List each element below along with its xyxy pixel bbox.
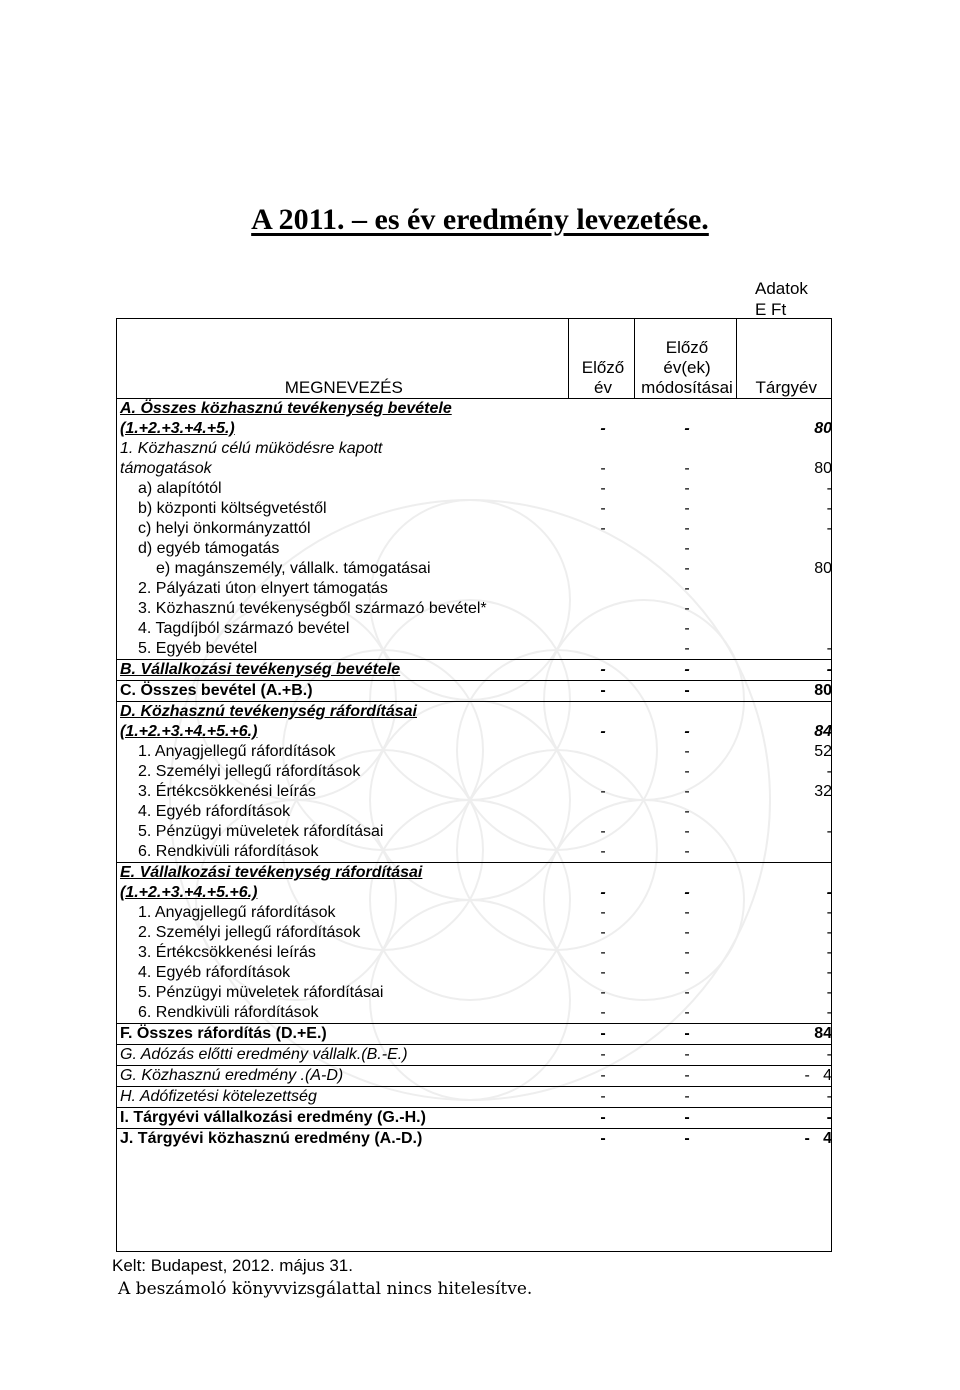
row-label-line: E. Vállalkozási tevékenység ráfordításai <box>120 864 423 881</box>
cell-c2: - <box>684 843 690 860</box>
row-label-line: c) helyi önkormányzattól <box>138 520 311 537</box>
header-current-year: Tárgyév <box>736 318 832 399</box>
cell-c2: - <box>634 1087 736 1108</box>
cell-c3: - <box>736 660 832 681</box>
cell-c2: - <box>634 660 736 681</box>
table-row <box>116 479 832 499</box>
cell-c2: - <box>634 1045 736 1066</box>
cell-c3: - <box>826 480 832 497</box>
cell-c1: - <box>568 863 634 904</box>
cell-c3: - <box>736 863 832 904</box>
cell-c3: - <box>826 904 832 921</box>
header-name: MEGNEVEZÉS <box>116 318 568 399</box>
cell-c1 <box>568 639 634 660</box>
table-row <box>116 943 832 963</box>
cell-c3: - <box>826 823 832 840</box>
cell-c1: - <box>568 681 634 702</box>
row-label <box>116 1087 568 1108</box>
cell-c3 <box>736 579 832 599</box>
table-row <box>116 742 832 762</box>
table-row <box>116 639 832 660</box>
cell-c2: - <box>684 763 690 780</box>
table-row <box>116 782 832 802</box>
row-label <box>116 1024 568 1045</box>
cell-c3: - <box>826 944 832 961</box>
table-row <box>116 519 832 539</box>
cell-c2: - <box>684 1004 690 1021</box>
cell-c2: - <box>684 620 690 637</box>
row-label-line: 3. Értékcsökkenési leírás <box>138 783 316 800</box>
cell-c1 <box>568 539 634 559</box>
cell-c3: - <box>826 1004 832 1021</box>
cell-c3: - <box>826 984 832 1001</box>
row-label-line: támogatások <box>120 460 212 477</box>
row-label-line: 3. Értékcsökkenési leírás <box>138 944 316 961</box>
cell-c3 <box>736 802 832 822</box>
cell-c3: 32 <box>814 783 832 800</box>
cell-c3: 52 <box>814 743 832 760</box>
row-label-line: (1.+2.+3.+4.+5.+6.) <box>120 884 258 901</box>
cell-c3: 84 <box>736 702 832 743</box>
row-label-line: a) alapítótól <box>138 480 222 497</box>
row-label <box>116 399 568 440</box>
row-label-line: 4. Egyéb ráfordítások <box>138 964 291 981</box>
cell-c1: - <box>568 1024 634 1045</box>
cell-c2: - <box>684 964 690 981</box>
table-row <box>116 539 832 559</box>
cell-c3: - <box>736 1045 832 1066</box>
cell-c3: 80 <box>814 420 832 437</box>
row-label-line: 2. Személyi jellegű ráfordítások <box>138 924 361 941</box>
cell-c2: - <box>634 1066 736 1087</box>
row-label <box>116 842 568 863</box>
table-row <box>116 963 832 983</box>
row-label-line: 2. Személyi jellegű ráfordítások <box>138 763 361 780</box>
row-label <box>116 782 568 802</box>
cell-c2: - <box>684 924 690 941</box>
row-label <box>116 943 568 963</box>
cell-c3: - <box>826 640 832 657</box>
row-label <box>116 742 568 762</box>
cell-c1: - <box>600 904 606 921</box>
cell-c2: - <box>684 640 690 657</box>
table-row <box>116 579 832 599</box>
cell-c1 <box>568 579 634 599</box>
row-label-line: 5. Pénzügyi müveletek ráfordításai <box>138 823 384 840</box>
cell-c1: - <box>568 1108 634 1129</box>
cell-c2: - <box>684 560 690 577</box>
cell-c2: - <box>634 1129 736 1150</box>
header-prev-mod-line-3: módosításai <box>641 378 733 397</box>
row-label-line: G. Közhasznú eredmény .(A-D) <box>120 1067 344 1084</box>
cell-c2: - <box>684 480 690 497</box>
row-label-line: F. Összes ráfordítás (D.+E.) <box>120 1025 327 1042</box>
cell-c1: - <box>600 984 606 1001</box>
cell-c2: - <box>684 783 690 800</box>
cell-c2: - <box>684 500 690 517</box>
table-row <box>116 599 832 619</box>
row-label-line: 5. Pénzügyi müveletek ráfordításai <box>138 984 384 1001</box>
table-row <box>116 1066 832 1087</box>
header-prev-year-line-2: év <box>594 378 612 397</box>
cell-c2: - <box>634 681 736 702</box>
table-row <box>116 1045 832 1066</box>
row-label-line: 1. Közhasznú célú müködésre kapott <box>120 440 383 457</box>
cell-c2: - <box>684 984 690 1001</box>
cell-c2: - <box>684 420 690 437</box>
page-title: A 2011. – es év eredmény levezetése. <box>251 203 709 236</box>
table-row <box>116 399 832 440</box>
row-label <box>116 923 568 943</box>
table-row <box>116 1108 832 1129</box>
cell-c2: - <box>684 520 690 537</box>
cell-c2: - <box>684 904 690 921</box>
row-label-line: H. Adófizetési kötelezettség <box>120 1088 317 1105</box>
cell-c3: - <box>826 924 832 941</box>
footer-note: A beszámoló könyvvizsgálattal nincs hitelesítve. <box>118 1279 533 1299</box>
row-label <box>116 983 568 1003</box>
cell-c1: - <box>600 420 606 437</box>
row-label <box>116 479 568 499</box>
cell-c3: - <box>736 1087 832 1108</box>
cell-c1: - <box>568 1066 634 1087</box>
cell-c2: - <box>684 460 690 477</box>
cell-c3: - <box>826 500 832 517</box>
cell-c1: - <box>568 1129 634 1150</box>
result-table <box>116 318 832 1149</box>
cell-c1 <box>568 559 634 579</box>
row-label <box>116 802 568 822</box>
table-row <box>116 762 832 782</box>
cell-c1 <box>568 619 634 639</box>
header-prev-mod-line-1: Előző <box>665 338 709 357</box>
row-label-line: 5. Egyéb bevétel <box>138 640 258 657</box>
cell-c1: - <box>568 1087 634 1108</box>
cell-c2: - <box>634 1024 736 1045</box>
row-label-line: (1.+2.+3.+4.+5.) <box>120 420 235 437</box>
header-prev-year-line-1: Előző <box>581 358 625 377</box>
table-row <box>116 439 832 479</box>
row-label <box>116 1003 568 1024</box>
table-row <box>116 1087 832 1108</box>
cell-c3: - <box>826 763 832 780</box>
row-label-line: 4. Egyéb ráfordítások <box>138 803 291 820</box>
table-row <box>116 983 832 1003</box>
cell-c1 <box>568 599 634 619</box>
header-prev-mod-line-2: év(ek) <box>663 358 711 377</box>
table-row <box>116 619 832 639</box>
table-header-row <box>116 318 832 399</box>
row-label-line: I. Tárgyévi vállalkozási eredmény (G.-H.) <box>120 1109 426 1126</box>
cell-c1: - <box>568 1045 634 1066</box>
units-line-2: E Ft <box>755 300 787 319</box>
row-label-line: 6. Rendkivüli ráfordítások <box>138 843 319 860</box>
row-label <box>116 963 568 983</box>
table-row <box>116 863 832 904</box>
cell-c3 <box>736 619 832 639</box>
cell-c3: - 4 <box>736 1129 832 1150</box>
row-label-line: 1. Anyagjellegű ráfordítások <box>138 743 336 760</box>
row-label-line: 1. Anyagjellegű ráfordítások <box>138 904 336 921</box>
row-label-line: A. Összes közhasznú tevékenység bevétele <box>120 400 452 417</box>
table-row <box>116 681 832 702</box>
row-label <box>116 660 568 681</box>
cell-c1 <box>568 802 634 822</box>
cell-c2: - <box>684 944 690 961</box>
cell-c2: - <box>684 540 690 557</box>
table-row <box>116 559 832 579</box>
row-label <box>116 1108 568 1129</box>
row-label <box>116 1129 568 1150</box>
cell-c3 <box>736 599 832 619</box>
cell-c1: - <box>568 702 634 743</box>
row-label <box>116 863 568 904</box>
cell-c2: - <box>684 823 690 840</box>
row-label-line: (1.+2.+3.+4.+5.+6.) <box>120 723 258 740</box>
table-row <box>116 1024 832 1045</box>
row-label <box>116 702 568 743</box>
footer-date: Kelt: Budapest, 2012. május 31. <box>112 1256 353 1275</box>
row-label <box>116 599 568 619</box>
cell-c1: - <box>600 520 606 537</box>
cell-c2: - <box>684 803 690 820</box>
table-row <box>116 1129 832 1150</box>
cell-c1: - <box>600 964 606 981</box>
row-label <box>116 539 568 559</box>
cell-c1: - <box>600 823 606 840</box>
row-label-line: e) magánszemély, vállalk. támogatásai <box>156 560 431 577</box>
header-prev-year <box>568 318 634 399</box>
row-label-line: D. Közhasznú tevékenység ráfordításai <box>120 703 417 720</box>
row-label <box>116 903 568 923</box>
row-label <box>116 579 568 599</box>
row-label <box>116 499 568 519</box>
units-line-1: Adatok <box>755 279 808 298</box>
row-label <box>116 681 568 702</box>
table-row <box>116 1003 832 1024</box>
row-label-line: B. Vállalkozási tevékenység bevétele <box>120 661 401 678</box>
row-label-line: b) központi költségvetéstől <box>138 500 327 517</box>
row-label <box>116 1045 568 1066</box>
row-label-line: 4. Tagdíjból származó bevétel <box>138 620 350 637</box>
header-prev-mod <box>634 318 736 399</box>
cell-c3: 80 <box>814 560 832 577</box>
cell-c3: 80 <box>736 681 832 702</box>
cell-c1: - <box>600 783 606 800</box>
row-label <box>116 762 568 782</box>
cell-c2: - <box>634 863 736 904</box>
cell-c3: - <box>736 1108 832 1129</box>
cell-c1: - <box>600 460 606 477</box>
units-note <box>755 278 808 320</box>
row-label <box>116 822 568 842</box>
table-row <box>116 660 832 681</box>
table-row <box>116 842 832 863</box>
row-label <box>116 519 568 539</box>
row-label-line: J. Tárgyévi közhasznú eredmény (A.-D.) <box>120 1130 423 1147</box>
cell-c1: - <box>600 1004 606 1021</box>
row-label-line: G. Adózás előtti eredmény vállalk.(B.-E.) <box>120 1046 408 1063</box>
cell-c1 <box>568 742 634 762</box>
cell-c2: - <box>634 1108 736 1129</box>
row-label-line: 6. Rendkivüli ráfordítások <box>138 1004 319 1021</box>
table-row <box>116 822 832 842</box>
cell-c3: - <box>826 964 832 981</box>
cell-c3: - 4 <box>736 1066 832 1087</box>
row-label-line: d) egyéb támogatás <box>138 540 280 557</box>
cell-c1: - <box>568 660 634 681</box>
table-row <box>116 903 832 923</box>
row-label-line: C. Összes bevétel (A.+B.) <box>120 682 313 699</box>
table-row <box>116 702 832 743</box>
table-row <box>116 499 832 519</box>
cell-c1: - <box>600 944 606 961</box>
row-label <box>116 1066 568 1087</box>
row-label <box>116 439 568 479</box>
cell-c1: - <box>600 500 606 517</box>
cell-c3 <box>736 842 832 863</box>
row-label <box>116 619 568 639</box>
cell-c1: - <box>600 843 606 860</box>
table-row <box>116 923 832 943</box>
row-label-line: 3. Közhasznú tevékenységből származó bevétel* <box>138 600 487 617</box>
table-row <box>116 802 832 822</box>
cell-c3 <box>736 539 832 559</box>
row-label <box>116 639 568 660</box>
cell-c1 <box>568 762 634 782</box>
cell-c1: - <box>600 480 606 497</box>
cell-c2: - <box>634 702 736 743</box>
cell-c2: - <box>684 580 690 597</box>
cell-c1: - <box>600 924 606 941</box>
cell-c3: 80 <box>814 460 832 477</box>
cell-c2: - <box>684 600 690 617</box>
row-label <box>116 559 568 579</box>
row-label-line: 2. Pályázati úton elnyert támogatás <box>138 580 388 597</box>
cell-c3: 84 <box>736 1024 832 1045</box>
cell-c3: - <box>826 520 832 537</box>
cell-c2: - <box>684 743 690 760</box>
